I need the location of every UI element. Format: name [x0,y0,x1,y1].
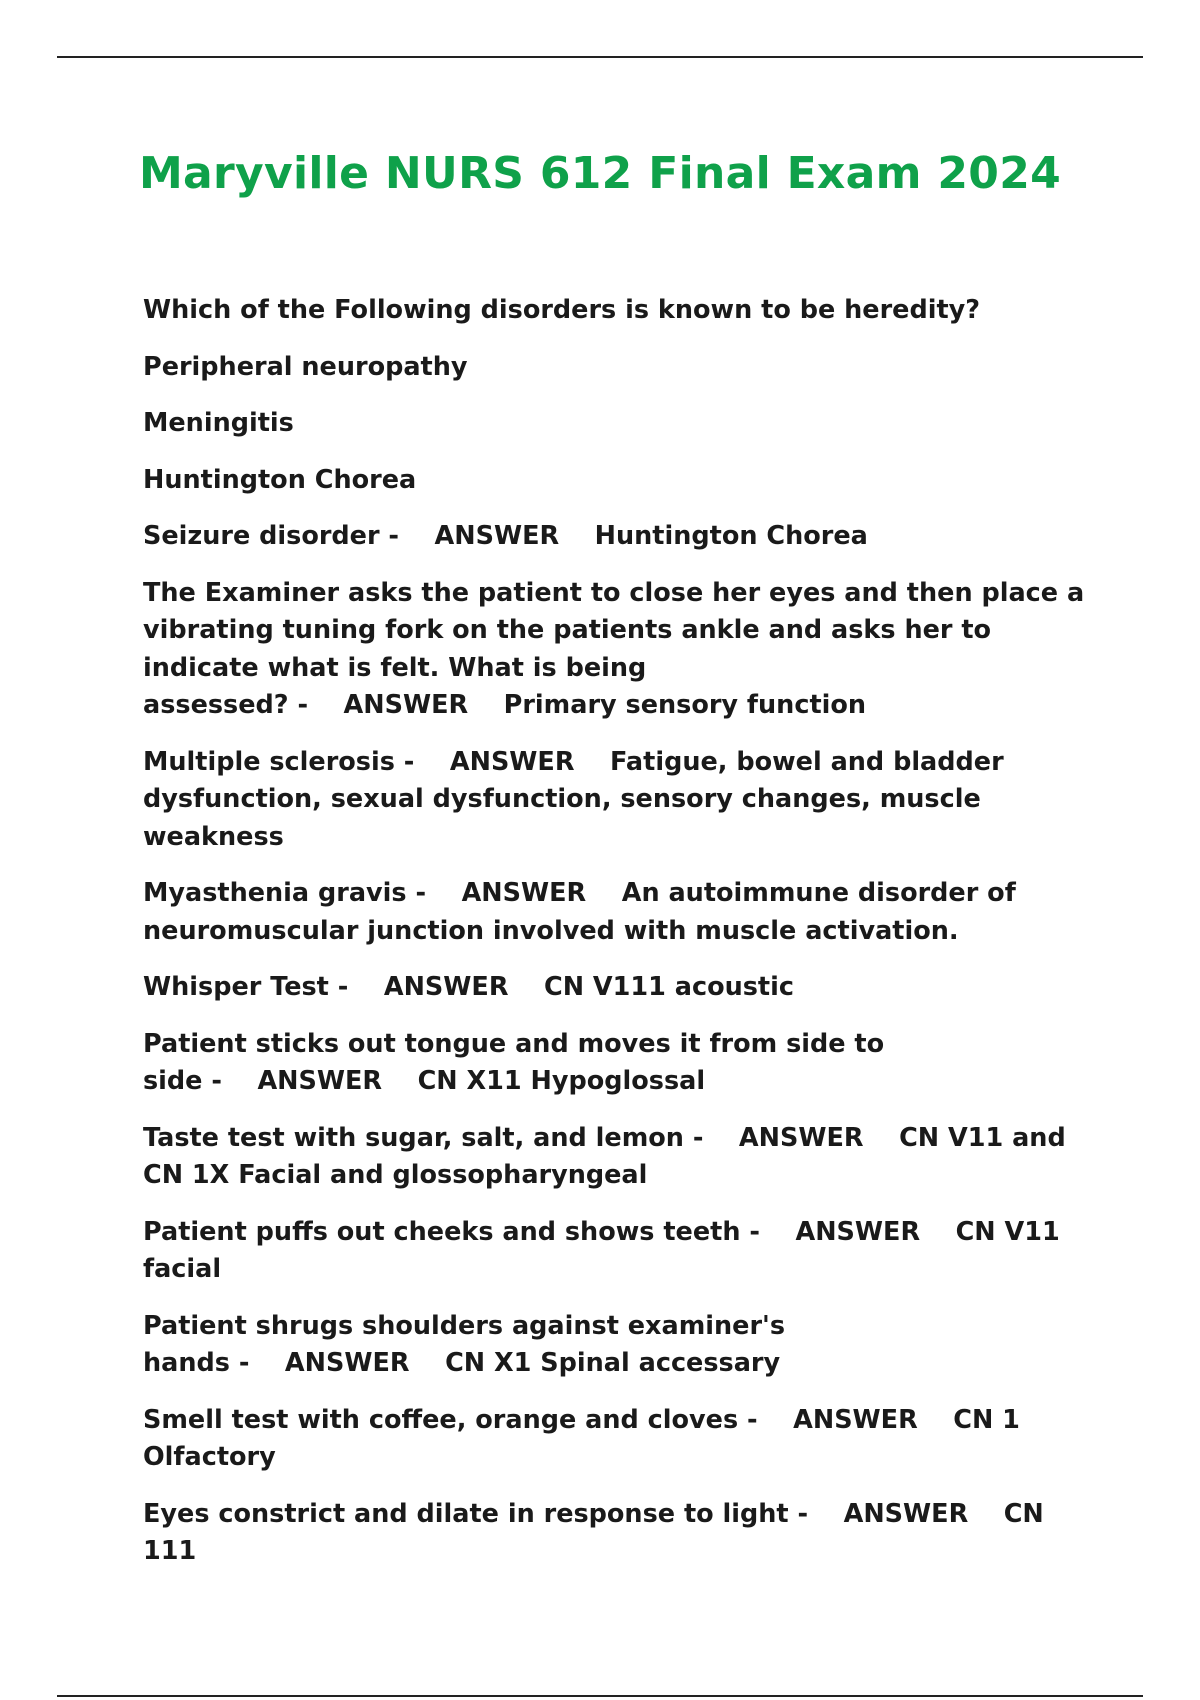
qa-answer: CN 1 Olfactory [143,1404,1029,1472]
top-rule [57,56,1143,58]
qa-item [143,1308,1103,1383]
answer-separator: - ANSWER [738,1404,954,1435]
qa-item [143,575,1103,725]
qa-question: Patient sticks out tongue and moves it from side to side [143,1028,894,1096]
qa-answer: Fatigue, bowel and bladder dysfunction, sexual dysfunction, sensory changes, muscle weakness [143,746,1013,852]
qa-answer: An autoimmune disorder of neuromuscular junction involved with muscle activation. [143,878,1025,946]
qa-item [143,1496,1103,1571]
qa-item [143,875,1103,950]
qa-answer: CN V11 and CN 1X Facial and glossopharyngeal [143,1122,1075,1190]
qa-question: Myasthenia gravis [143,878,407,908]
answer-separator: - ANSWER [740,1216,956,1247]
answer-separator: - ANSWER [406,878,622,908]
answer-separator: - ANSWER [229,1348,446,1378]
qa-item [143,1026,1103,1101]
answer-separator: - ANSWER [683,1122,900,1153]
exam-content [143,292,1103,1590]
qa-answer: CN V111 acoustic [543,972,794,1002]
qa-item [143,744,1103,857]
qa-item [143,1214,1103,1289]
qa-item [143,1120,1103,1195]
question-text: Which of the Following disorders is known to be heredity? [143,295,981,325]
answer-separator: - ANSWER [202,1066,418,1096]
qa-question: Taste test with sugar, salt, and lemon [143,1122,684,1153]
qa-answer: CN V11 facial [143,1216,1069,1284]
bottom-rule [57,1695,1143,1697]
qa-question: Smell test with coffee, orange and cloves [143,1404,739,1435]
answer-separator: - ANSWER [394,746,610,777]
option-item: Meningitis [143,408,294,438]
page-title: Maryville NURS 612 Final Exam 2024 [138,148,1062,199]
answer-separator: - ANSWER [788,1498,1004,1529]
option-item: Huntington Chorea [143,464,417,495]
qa-item [143,1402,1103,1477]
qa-question: The Examiner asks the patient to close her eyes and then place a vibrating tuning fork on the patients ankle and asks her to indicate what is felt. What is being assessed? [143,577,1094,720]
qa-answer: CN X1 Spinal accessary [445,1348,781,1378]
qa-question: Multiple sclerosis [143,746,395,777]
answer-separator: - ANSWER [328,972,544,1002]
answer-separator: - ANSWER [379,521,595,551]
qa-item [143,969,1103,1007]
qa-question: Whisper Test [143,972,329,1002]
qa-question: Patient shrugs shoulders against examiner's hands [143,1310,794,1378]
qa-answer: CN 111 [143,1498,1053,1566]
qa-question: Seizure disorder [143,521,380,551]
option-item: Peripheral neuropathy [143,351,468,382]
qa-answer: Huntington Chorea [594,521,868,551]
qa-answer: Primary sensory function [503,690,867,720]
qa-question: Eyes constrict and dilate in response to light [143,1498,789,1529]
qa-item [143,518,1103,556]
qa-question: Patient puffs out cheeks and shows teeth [143,1216,741,1247]
qa-answer: CN X11 Hypoglossal [417,1066,706,1096]
answer-separator: - ANSWER [288,690,504,720]
